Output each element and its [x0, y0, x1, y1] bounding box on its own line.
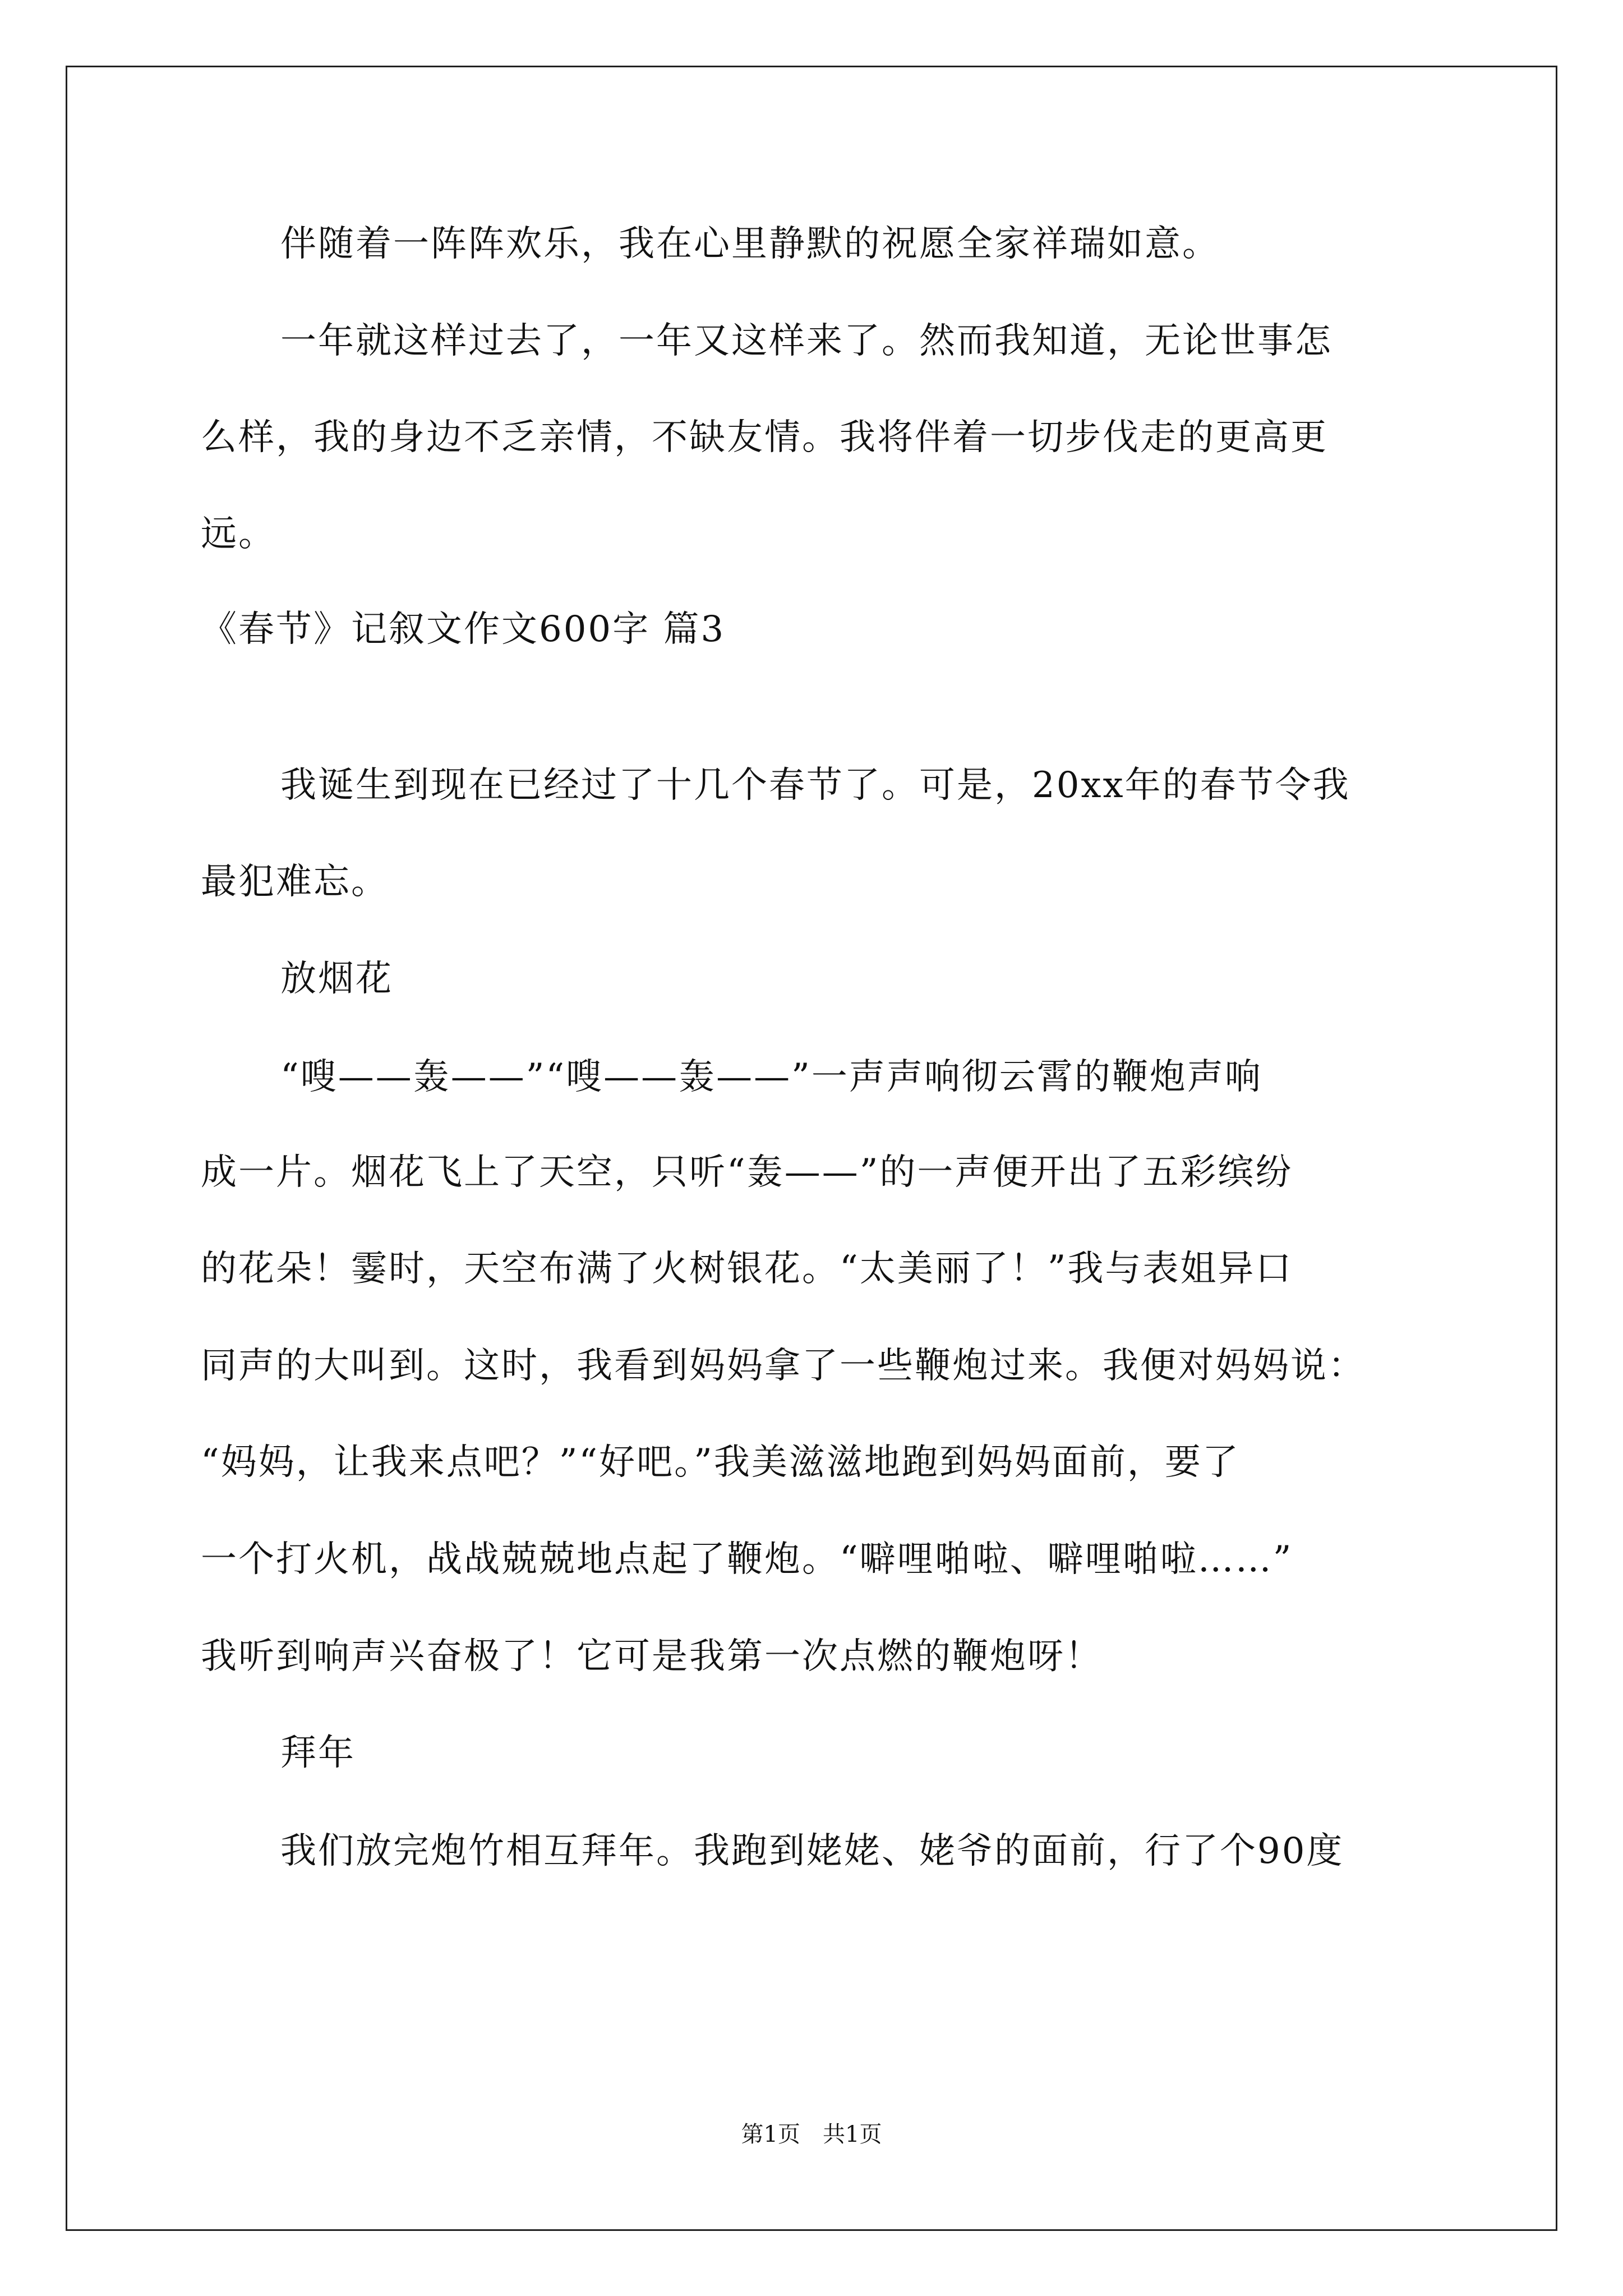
- paragraph-line: 么样，我的身边不乏亲情，不缺友情。我将伴着一切步伐走的更高更: [201, 417, 1328, 458]
- page-border: [66, 66, 1557, 2231]
- paragraph-line: “嗖——轰——”“嗖——轰——”一声声响彻云霄的鞭炮声响: [280, 1056, 1262, 1098]
- paragraph-line: 一年就这样过去了，一年又这样来了。然而我知道，无论世事怎: [280, 320, 1332, 362]
- paragraph-line: 成一片。烟花飞上了天空，只听“轰——”的一声便开出了五彩缤纷: [201, 1152, 1293, 1193]
- paragraph-line: 最犯难忘。: [201, 861, 389, 903]
- subheading: 放烟花: [280, 958, 393, 1000]
- paragraph-line: “妈妈，让我来点吧？”“好吧。”我美滋滋地跑到妈妈面前，要了: [201, 1442, 1240, 1483]
- paragraph-line: 伴随着一阵阵欢乐，我在心里静默的祝愿全家祥瑞如意。: [280, 223, 1220, 265]
- page-footer: 第1页 共1页: [741, 2122, 882, 2147]
- paragraph-line: 同声的大叫到。这时，我看到妈妈拿了一些鞭炮过来。我便对妈妈说：: [201, 1345, 1366, 1387]
- subheading: 拜年: [280, 1732, 356, 1774]
- paragraph-line: 我听到响声兴奋极了！它可是我第一次点燃的鞭炮呀！: [201, 1636, 1103, 1677]
- paragraph-line: 一个打火机，战战兢兢地点起了鞭炮。“噼哩啪啦、噼哩啪啦……”: [201, 1539, 1293, 1580]
- paragraph-line: 我们放完炮竹相互拜年。我跑到姥姥、姥爷的面前，行了个90度: [280, 1830, 1344, 1872]
- paragraph-line: 的花朵！霎时，天空布满了火树银花。“太美丽了！”我与表姐异口: [201, 1248, 1293, 1290]
- paragraph-line: 我诞生到现在已经过了十几个春节了。可是，20xx年的春节令我: [280, 765, 1350, 806]
- paragraph-line: 远。: [201, 513, 276, 555]
- section-heading: 《春节》记叙文作文600字 篇3: [201, 609, 726, 650]
